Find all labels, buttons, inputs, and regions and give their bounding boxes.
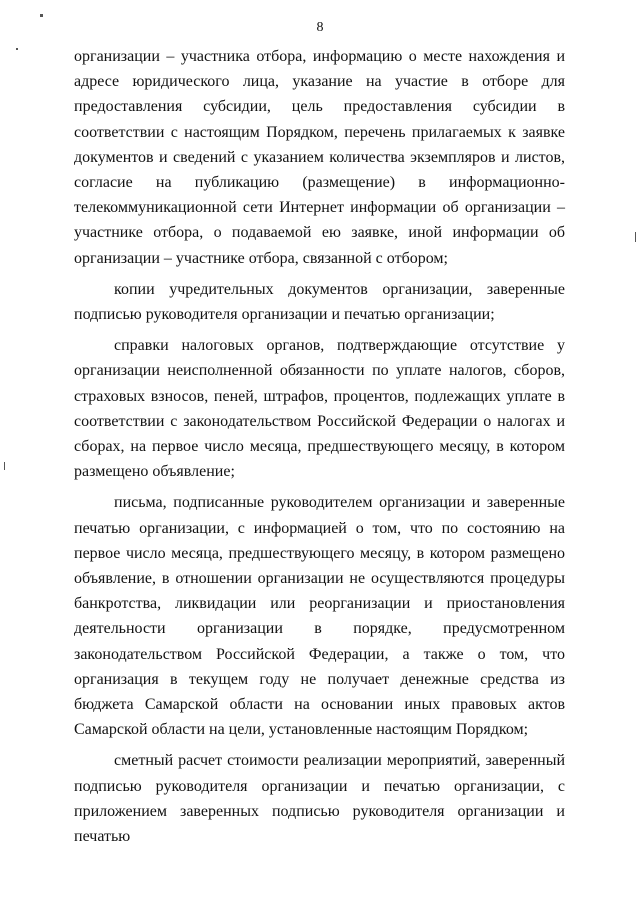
scan-speck <box>635 232 636 242</box>
scan-speck <box>40 14 43 17</box>
paragraph-2: копии учредительных документов организации, заверенные подписью руководителя организации и печатью организации; <box>74 280 565 324</box>
document-body <box>74 44 565 855</box>
scan-speck <box>16 48 18 50</box>
page-number: 8 <box>316 20 324 35</box>
paragraph-3: справки налоговых органов, подтверждающие отсутствие у организации неисполненной обязанности по уплате налогов, сборов, страховых взносов, пеней, штрафов, процентов, подлежащих уплате в соответствии с законодательством Российской Федерации о налогах и сборах, на первое число месяца, предшествующего месяцу, в котором размещено объявление; <box>74 337 565 481</box>
scan-speck <box>4 462 5 470</box>
paragraph-1: организации – участника отбора, информацию о месте нахождения и адресе юридического лица, указание на участие в отборе для предоставления субсидии, цель предоставления субсидии в соответствии с настоящим Порядком, перечень прилагаемых к заявке документов и сведений с указанием количества экземпляров и листов, согласие на публикацию (размещение) в информационно-телекоммуникационной сети Интернет информации об организации – участнике отбора, о подаваемой ею заявке, иной информации об организации – участнике отбора, связанной с отбором; <box>74 48 565 267</box>
paragraph-4: письма, подписанные руководителем организации и заверенные печатью организации, с информацией о том, что по состоянию на первое число месяца, предшествующего месяцу, в котором размещено объявление, в отношении организации не осуществляются процедуры банкротства, ликвидации или реорганизации и приостановления деятельности организации в порядке, предусмотренном законодательством Российской Федерации, а также о том, что организация в текущем году не получает денежные средства из бюджета Самарской области на основании иных правовых актов Самарской области на цели, установленные настоящим Порядком; <box>74 494 565 739</box>
paragraph-5: сметный расчет стоимости реализации мероприятий, заверенный подписью руководителя организации и печатью организации, с приложением заверенных подписью руководителя организации и печатью <box>74 752 565 846</box>
